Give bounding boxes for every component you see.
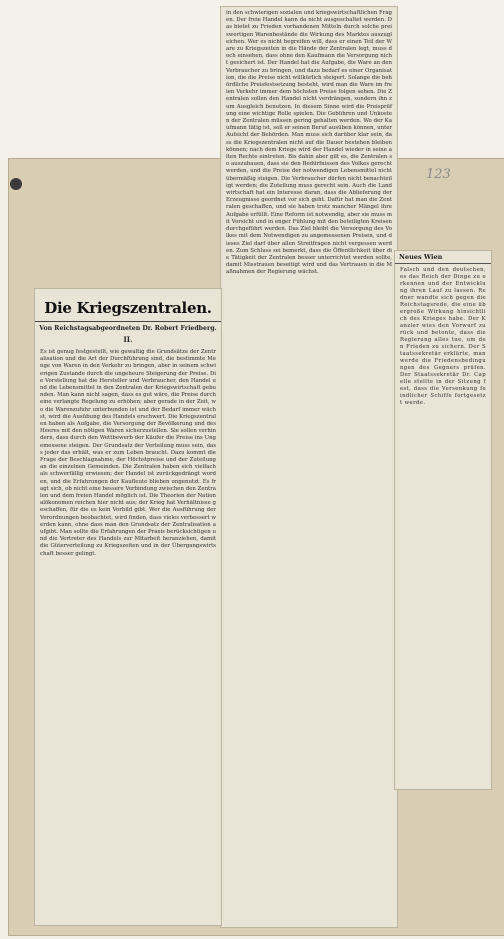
punch-hole <box>10 178 22 190</box>
column-right-text: Falsch und den deutschen, es das Reich der Dinge zu erkennen und der Entwicklung ihren Lauf zu lassen. Redner wandte sich gegen die Reichstagsrede, die eine übergroße Wirkung hinsichtlich des Krieges habe. Der Kanzler wies den Vorwurf zurück und betonte, dass die Regierung alles tue, um den Frieden zu sichern. Der Staatssekretär erklärte, man werde die Friedensbedingungen des Gegners prüfen. Der Staatssekretär Dr. Capelle stellte in der Sitzung fest, dass die Versenkung feindlicher Schiffe fortgesetzt werde. <box>400 267 486 406</box>
column-middle-text: in den schwierigen sozialen und kriegswirtschaftlichen Fragen. Der freie Handel kann da nicht ausgeschaltet werden. Das bietet zu Frieden vorhandenen Mitteln durch solche preiswertigen Warenbestände die Wirkung des Marktes auszugleichen. Wer es nicht begreifen will, dass er einen Teil der Ware zu Kriegszeiten in die Hände der Zentralen legt, muss doch einsehen, dass ohne den Kaufmann die Versorgung nicht gesichert ist. Der Handel hat die Aufgabe, die Ware an den Verbraucher zu bringen, und dazu bedarf es einer Organisation, die die Preise nicht willkürlich steigert. Solange die behördliche Preisfestsetzung besteht, wird man die Ware im freien Verkehr immer dem höchsten Preise folgen sehen. Die Zentralen sollen den Handel nicht verdrängen, sondern ihn zum Ausgleich benutzen. In diesem Sinne wird die Preisprüfung eine wichtige Rolle spielen. Die Gebühren und Unkosten der Zentralen müssen gering gehalten werden. Wo der Kaufmann tätig ist, soll er seinen Beruf ausüben können, unter Aufsicht der Behörden. Man muss sich darüber klar sein, dass die Kriegszentralen nicht auf die Dauer bestehen bleiben können; nach dem Kriege wird der Handel wieder in seine alten Rechte eintreten. Bis dahin aber gilt es, die Zentralen so auszubauen, dass sie den Bedürfnissen des Volkes gerecht werden, und die Preise der notwendigen Lebensmittel nicht übermäßig steigen. Die Verbraucher dürfen nicht benachteiligt werden; die Zuteilung muss gerecht sein. Auch die Landwirtschaft hat ein Interesse daran, dass die Ablieferung der Erzeugnisse geordnet vor sich geht. Dafür hat man die Zentralen geschaffen, und sie haben trotz mancher Mängel ihre Aufgabe erfüllt. Eine Reform ist notwendig, aber sie muss mit Vorsicht und in enger Fühlung mit den beteiligten Kreisen durchgeführt werden. Das Ziel bleibt die Versorgung des Volkes mit dem Notwendigen zu angemessenen Preisen, und dieses Ziel darf über allen Streitfragen nicht vergessen werden. Zum Schluss sei bemerkt, dass die Öffentlichkeit über die Tätigkeit der Zentralen besser unterrichtet werden sollte, damit Misstrauen beseitigt wird und das Vertrauen in die Maßnahmen der Regierung wächst. <box>226 10 392 276</box>
newspaper-masthead: Neues Wien <box>395 251 491 264</box>
article-section-number: II. <box>123 335 133 344</box>
page-number: 123 <box>426 167 451 182</box>
article-headline: Die Kriegszentralen. <box>35 291 221 322</box>
clipping-right-column <box>394 250 492 790</box>
clipping-article <box>34 288 222 926</box>
article-column-text: Es ist genug festgestellt, wie gewaltig die Grundsätze der Zentralisation und die Art der Durchführung sind, die bestimmte Menge von Waren in den Verkehr zu bringen, aber in seinem schwierigen Zustande durch die ungeheure Steigerung der Preise. Die Vorstellung hat die Hersteller und Verbraucher, den Handel und die Lebensmittel in den Zentralen der Kriegswirtschaft gebunden. Man kann nicht sagen, dass es gut wäre, die Preise durch eine verlangte Regelung zu erhöhen; aber gerade in der Zeit, wo die Warenzufuhr unterbunden ist und der Bedarf immer wächst, wird die Ausübung des Handels erschwert. Die Kriegszentralen haben als Aufgabe, die Versorgung der Bevölkerung und des Heeres mit den nötigen Waren sicherzustellen. Sie sollen verhindern, dass durch den Wettbewerb der Käufer die Preise ins Ungemessene steigen. Der Grundsatz der Verteilung muss sein, dass jeder das erhält, was er zum Leben braucht. Dazu kommt die Frage der Beschlagnahme, der Höchstpreise und der Zuteilung an die einzelnen Gemeinden. Die Zentralen haben sich vielfach als schwerfällig erwiesen; der Handel ist zurückgedrängt worden, und die Erfahrungen der Kaufleute blieben ungenutzt. Es fragt sich, ob nicht eine bessere Verbindung zwischen den Zentralen und dem freien Handel möglich ist. Die Theorien der Nationalökonomen reichen hier nicht aus; der Krieg hat Verhältnisse geschaffen, für die es kein Vorbild gibt. Wer die Ausführung der Verordnungen beobachtet, wird finden, dass vieles verbessert werden kann, ohne dass man den Grundsatz der Zentralisation aufgibt. Man sollte die Erfahrungen der Praxis berücksichtigen und die Vertreter des Handels zur Mitarbeit heranziehen, damit die Güterverteilung zu Kriegszeiten und in der Übergangswirtschaft besser gelingt. <box>40 349 216 557</box>
clipping-middle-column <box>220 6 398 928</box>
article-byline: Von Reichstagsabgeordneten Dr. Robert Friedberg. <box>39 325 217 332</box>
